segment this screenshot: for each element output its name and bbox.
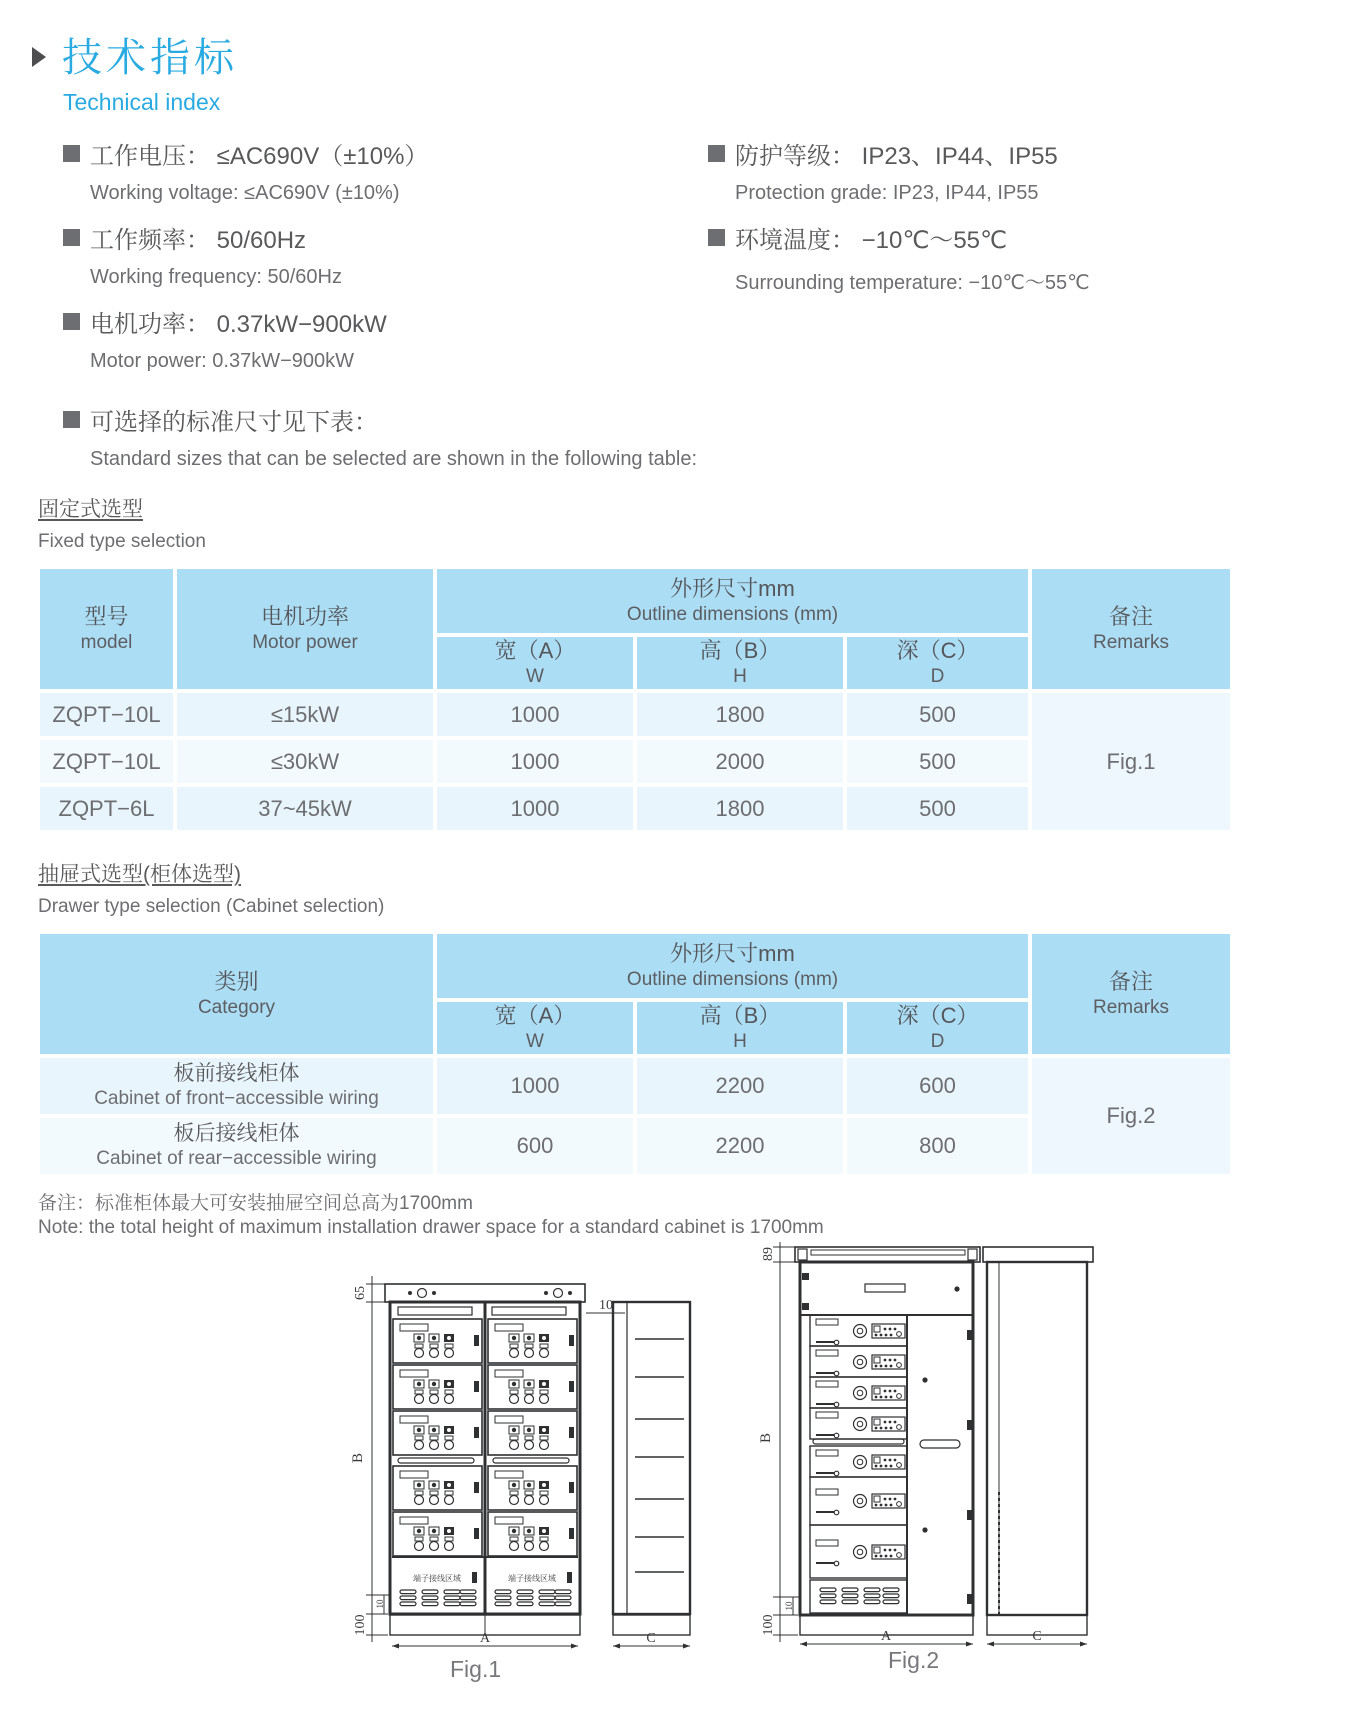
page-header <box>0 0 1357 116</box>
cell-w: 1000 <box>435 1056 635 1116</box>
col-depth-c: 深（C） D <box>845 635 1030 691</box>
spec-en: Working frequency: 50/60Hz <box>90 266 342 288</box>
bullet-square-icon <box>63 313 80 330</box>
table-note-zh: 备注：标准柜体最大可安装抽屉空间总高为1700mm <box>38 1193 473 1214</box>
spec-column-left <box>63 136 708 388</box>
cell-h: 2200 <box>635 1116 845 1176</box>
section-marker-icon <box>32 47 46 67</box>
fig2-front-view <box>795 1247 980 1635</box>
cell-d: 500 <box>845 738 1030 785</box>
col-height-b: 高（B） H <box>635 1000 845 1056</box>
spec-working-frequency <box>63 220 708 289</box>
fig2-dimensions <box>758 1242 1087 1647</box>
bullet-square-icon <box>63 411 80 428</box>
col-height-b: 高（B） H <box>635 635 845 691</box>
bullet-square-icon <box>708 145 725 162</box>
cell-w: 600 <box>435 1116 635 1176</box>
cell-category: 板后接线柜体 Cabinet of rear−accessible wiring <box>38 1116 435 1176</box>
spec-working-voltage <box>63 136 708 205</box>
col-motor-power: 电机功率 Motor power <box>175 567 435 691</box>
spec-zh: 工作电压： ≤AC690V（±10%） <box>90 143 429 170</box>
spec-surrounding-temperature <box>708 220 1268 295</box>
page-title: 技术指标 <box>62 36 238 80</box>
dim-10: 10 <box>375 1599 385 1609</box>
spec-motor-power <box>63 304 708 373</box>
table-note-en: Note: the total height of maximum installation drawer space for a standard cabinet is 1700mm <box>38 1217 824 1238</box>
col-remarks: 备注 Remarks <box>1030 567 1232 691</box>
dim-100: 100 <box>761 1614 776 1636</box>
cell-model: ZQPT−6L <box>38 785 175 832</box>
cell-category: 板前接线柜体 Cabinet of front−accessible wiring <box>38 1056 435 1116</box>
spec-en: Surrounding temperature: −10℃～55℃ <box>735 272 1090 294</box>
spec-standard-sizes-intro <box>63 402 1357 471</box>
spec-zh: 可选择的标准尺寸见下表： <box>90 409 378 436</box>
page-title-en: Technical index <box>63 89 221 115</box>
figures-area <box>0 1176 1357 1732</box>
cell-model: ZQPT−10L <box>38 691 175 738</box>
spec-protection-grade <box>708 136 1268 205</box>
table-header-row <box>38 932 1232 1000</box>
cell-h: 1800 <box>635 691 845 738</box>
drawer-type-section-title <box>38 858 1357 918</box>
fig2-caption: Fig.2 <box>888 1647 940 1673</box>
spec-list <box>63 136 1357 388</box>
cell-d: 800 <box>845 1116 1030 1176</box>
dim-A: A <box>880 1629 892 1644</box>
fig1-side-view <box>613 1302 690 1635</box>
cell-d: 600 <box>845 1056 1030 1116</box>
cell-d: 500 <box>845 691 1030 738</box>
col-outline-dimensions: 外形尺寸mm Outline dimensions (mm) <box>435 932 1030 1000</box>
dim-A: A <box>479 1631 491 1646</box>
spec-zh: 环境温度： −10℃～55℃ <box>735 227 1007 254</box>
bullet-square-icon <box>63 229 80 246</box>
cell-remark: Fig.2 <box>1030 1056 1232 1176</box>
cell-h: 2000 <box>635 738 845 785</box>
section-title-zh: 抽屉式选型(柜体选型) <box>38 863 241 886</box>
spec-en: Standard sizes that can be selected are shown in the following table: <box>90 448 698 470</box>
cell-d: 500 <box>845 785 1030 832</box>
spec-zh: 工作频率： 50/60Hz <box>90 227 307 254</box>
bullet-square-icon <box>708 229 725 246</box>
fixed-type-section-title <box>38 493 1357 553</box>
section-title-en: Fixed type selection <box>38 531 206 552</box>
spec-en: Motor power: 0.37kW−900kW <box>90 350 354 372</box>
spec-en: Protection grade: IP23, IP44, IP55 <box>735 182 1039 204</box>
fig2-cabinet-drawing <box>725 1242 1105 1652</box>
spec-column-right <box>708 136 1268 388</box>
spec-en: Working voltage: ≤AC690V (±10%) <box>90 182 400 204</box>
spec-zh: 防护等级： IP23、IP44、IP55 <box>735 143 1058 170</box>
cell-h: 2200 <box>635 1056 845 1116</box>
fig1-caption: Fig.1 <box>450 1656 502 1682</box>
cell-w: 1000 <box>435 738 635 785</box>
bullet-square-icon <box>63 145 80 162</box>
spec-zh: 电机功率： 0.37kW−900kW <box>90 311 387 338</box>
col-depth-c: 深（C） D <box>845 1000 1030 1056</box>
fig1-dimensions <box>350 1276 690 1649</box>
dim-B: B <box>350 1452 366 1464</box>
col-model: 型号 model <box>38 567 175 691</box>
fixed-type-table <box>38 567 1232 832</box>
fig1-cabinet-drawing <box>340 1212 735 1657</box>
dim-65: 65 <box>353 1286 368 1300</box>
dim-B: B <box>758 1432 774 1444</box>
table-row <box>38 691 1232 738</box>
cell-power: 37~45kW <box>175 785 435 832</box>
cell-w: 1000 <box>435 691 635 738</box>
cell-h: 1800 <box>635 785 845 832</box>
dim-C: C <box>646 1631 656 1646</box>
table-row <box>38 1056 1232 1116</box>
dim-10-top: 10 <box>599 1298 613 1313</box>
dim-89: 89 <box>761 1247 776 1261</box>
drawer-type-table <box>38 932 1232 1176</box>
section-title-en: Drawer type selection (Cabinet selection) <box>38 896 385 917</box>
dim-C: C <box>1032 1629 1042 1644</box>
col-width-a: 宽（A） W <box>435 1000 635 1056</box>
cell-w: 1000 <box>435 785 635 832</box>
fig2-side-view <box>983 1247 1093 1635</box>
cell-remark: Fig.1 <box>1030 691 1232 832</box>
terminal-zone-label: 端子接线区域 <box>413 1574 461 1583</box>
col-category: 类别 Category <box>38 932 435 1056</box>
terminal-zone-label: 端子接线区域 <box>508 1574 556 1583</box>
cell-power: ≤30kW <box>175 738 435 785</box>
col-outline-dimensions: 外形尺寸mm Outline dimensions (mm) <box>435 567 1030 635</box>
cell-model: ZQPT−10L <box>38 738 175 785</box>
table-header-row <box>38 567 1232 635</box>
fig1-front-view <box>385 1284 585 1635</box>
dim-100: 100 <box>353 1614 368 1636</box>
col-width-a: 宽（A） W <box>435 635 635 691</box>
col-remarks: 备注 Remarks <box>1030 932 1232 1056</box>
section-title-zh: 固定式选型 <box>38 498 143 521</box>
cell-power: ≤15kW <box>175 691 435 738</box>
dim-10: 10 <box>784 1601 794 1611</box>
